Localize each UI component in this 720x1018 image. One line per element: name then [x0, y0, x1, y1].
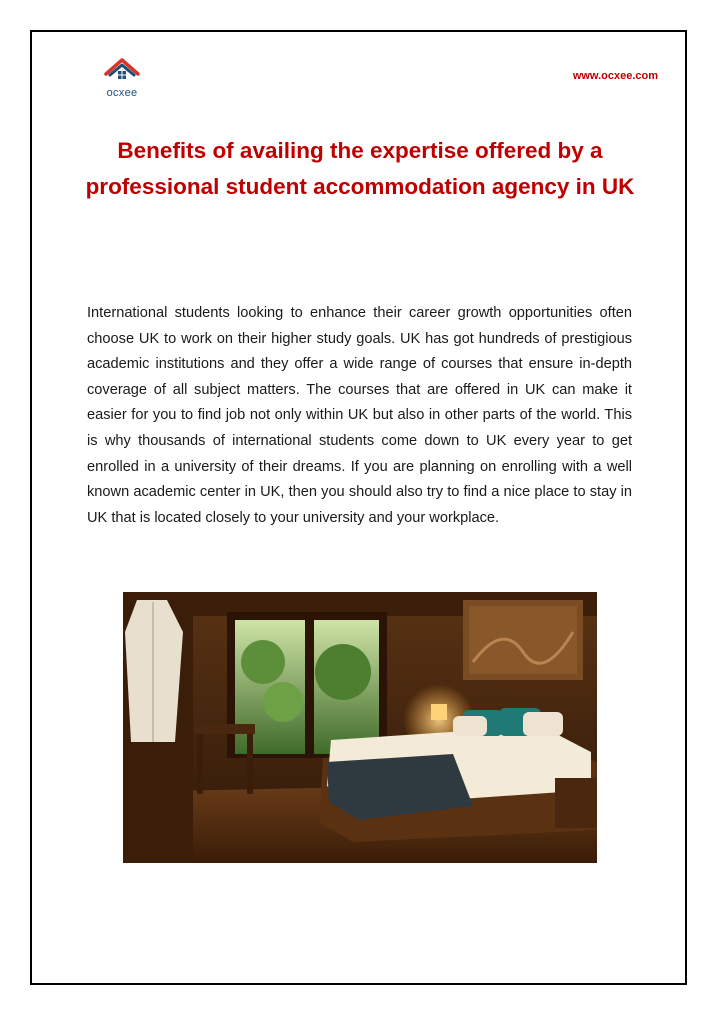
bedroom-photo	[123, 592, 597, 863]
article-paragraph: International students looking to enhance their career growth opportunities often choose UK to work on their higher study goals. UK has got hundreds of prestigious academic institutions and they offer a wide range of courses that ensure in-depth coverage of all subject matters. The courses that are offered in UK can make it easier for you to find job not only within UK but also in other parts of the world. This is why thousands of international students come down to UK every year to get enrolled in a university of their dreams. If you are planning on enrolling with a well known academic center in UK, then you should also try to find a nice place to stay in UK that is located closely to your university and your workplace.	[87, 305, 632, 526]
logo-text: ocxee	[106, 87, 138, 99]
website-link[interactable]: www.ocxee.com	[572, 70, 658, 82]
article-title: Benefits of availing the expertise offered by a professional student accommodation agency in UK	[85, 138, 635, 199]
